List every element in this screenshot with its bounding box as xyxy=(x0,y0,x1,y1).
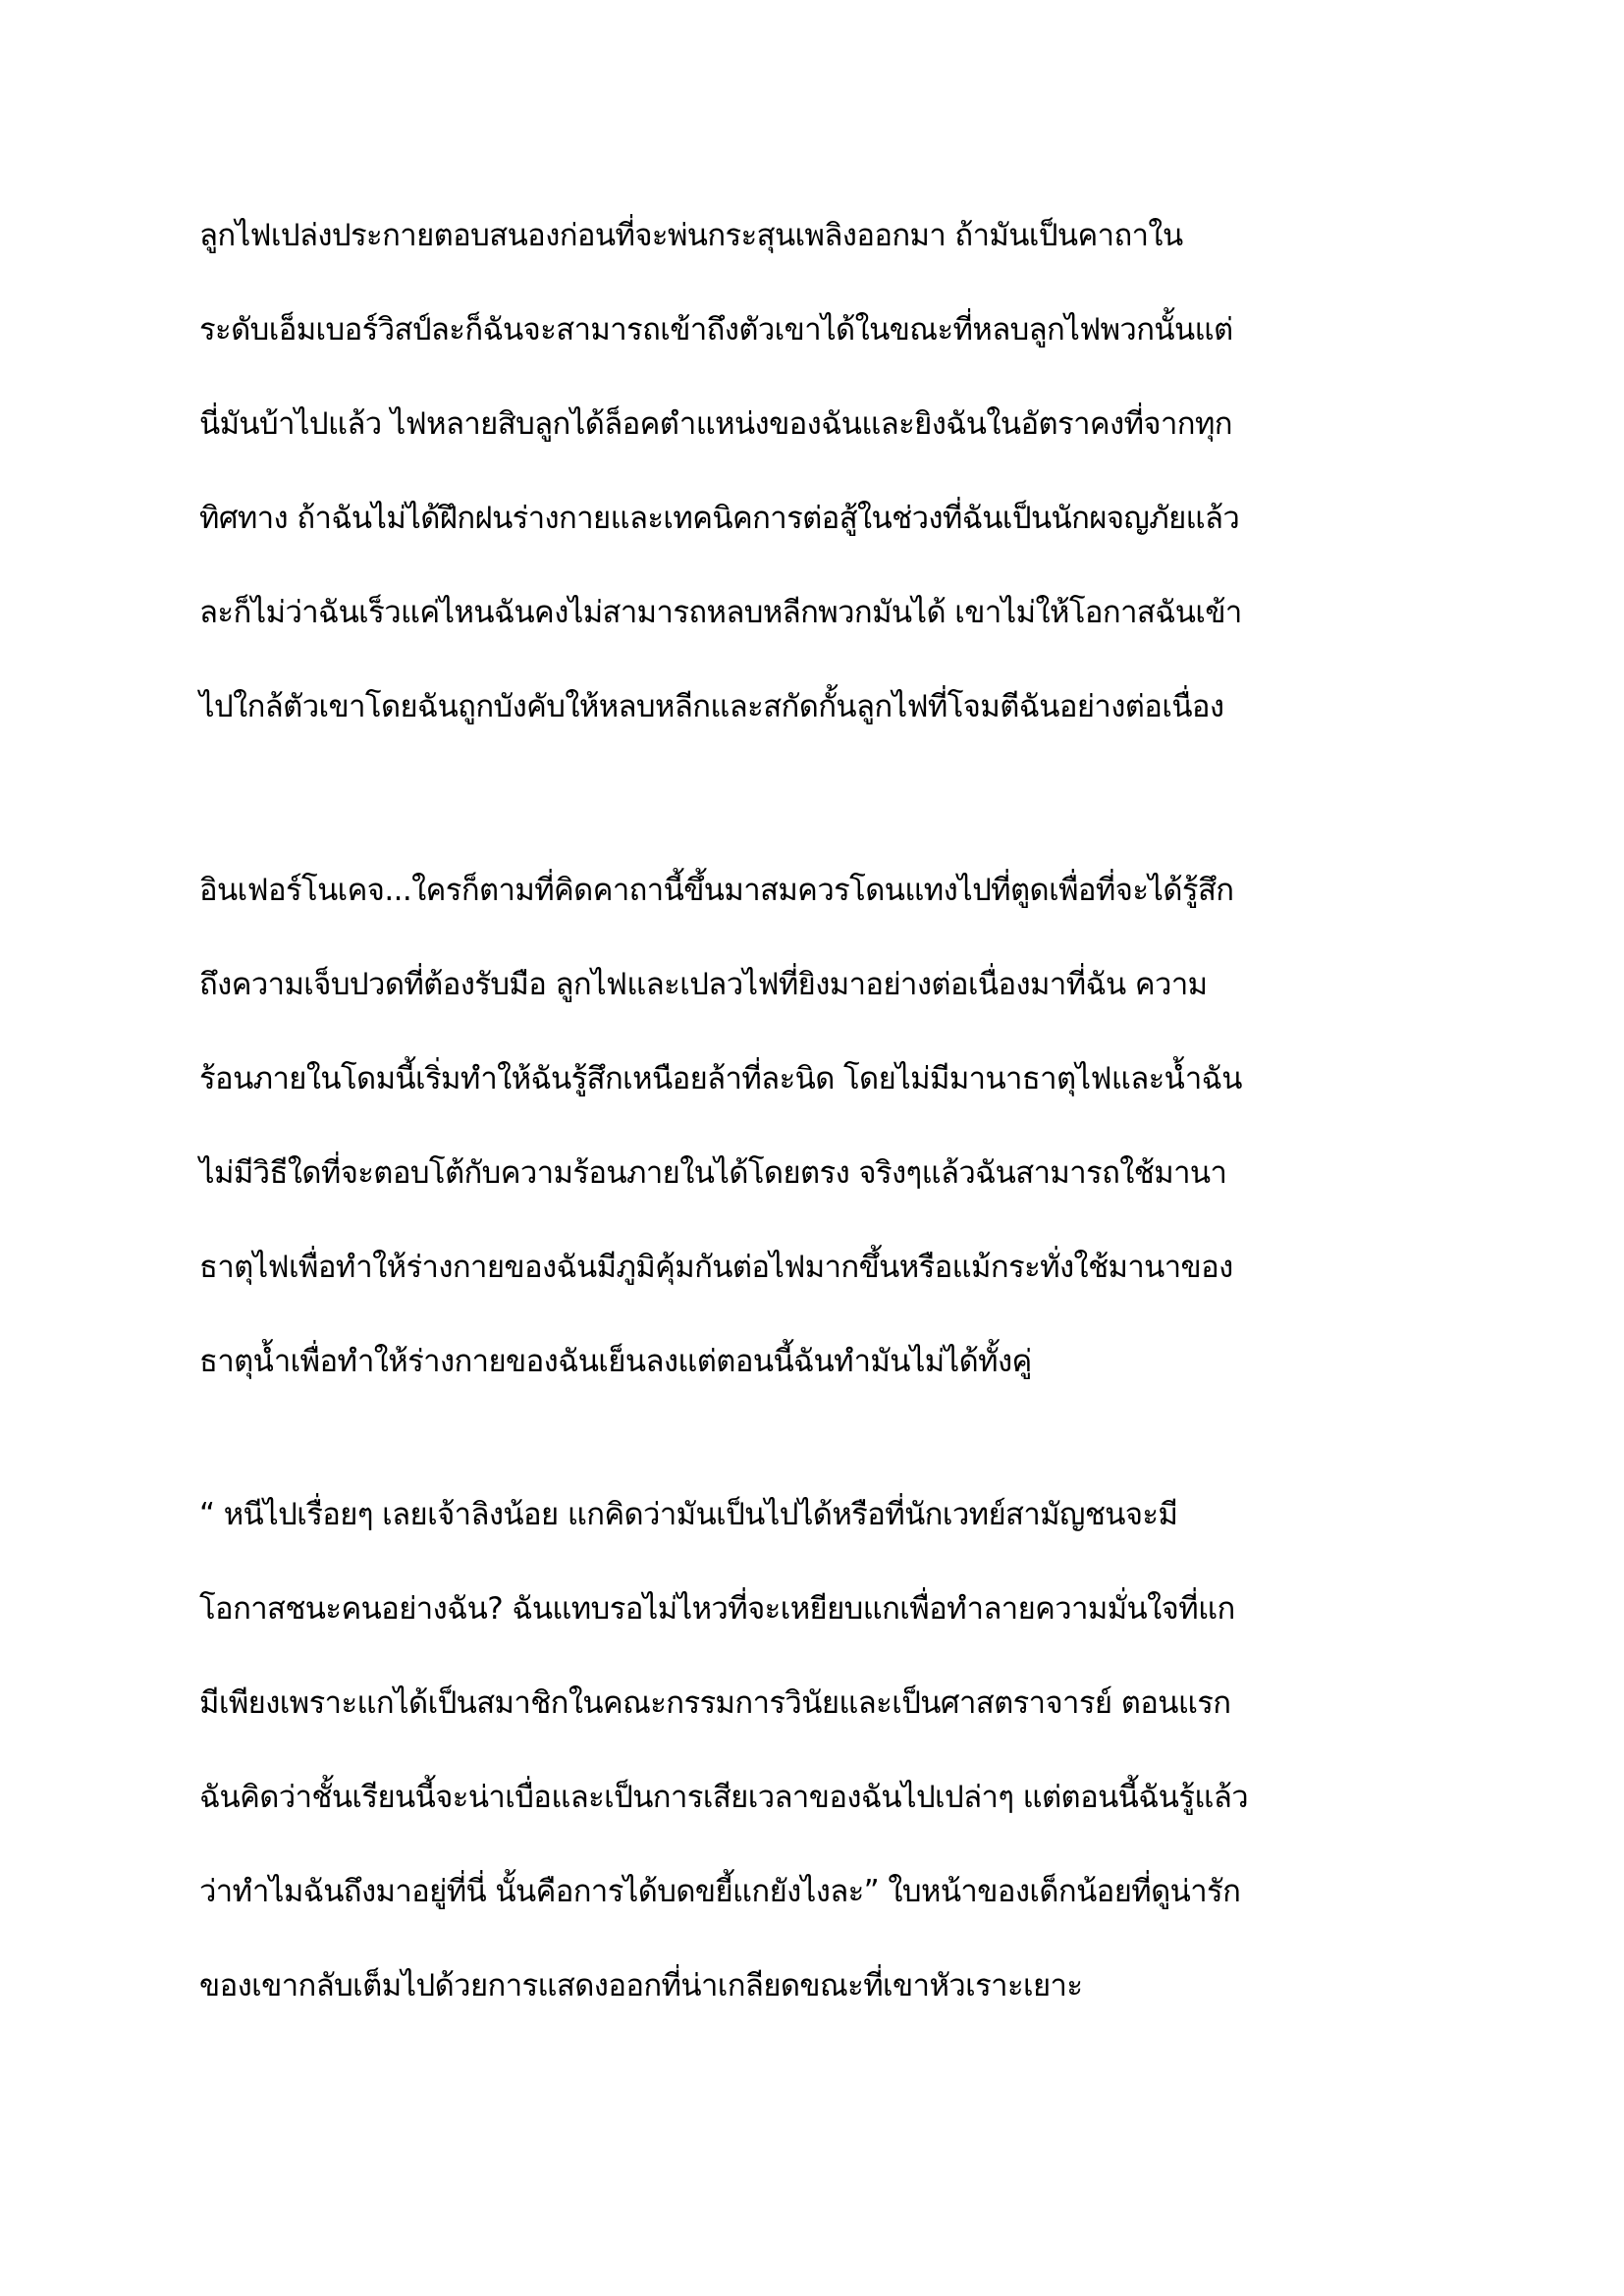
text-line: ละก็ไม่ว่าฉันเร็วแค่ไหนฉันคงไม่สามารถหลบหลีกพวกมันได้ เขาไม่ให้โอกาสฉันเข้า xyxy=(199,595,1242,630)
text-line: อินเฟอร์โนเคจ...ใครก็ตามที่คิดคาถานี้ขึ้นมาสมควรโดนแทงไปที่ตูดเพื่อที่จะได้รู้สึก xyxy=(199,873,1234,908)
paragraph-3 xyxy=(199,1468,1436,2033)
text-line: นี่มันบ้าไปแล้ว ไฟหลายสิบลูกได้ล็อคตำแหน่งของฉันและยิงฉันในอัตราคงที่จากทุก xyxy=(199,406,1232,442)
text-line: ถึงความเจ็บปวดที่ต้องรับมือ ลูกไฟและเปลวไฟที่ยิงมาอย่างต่อเนื่องมาที่ฉัน ความ xyxy=(199,967,1208,1002)
text-line: ลูกไฟเปล่งประกายตอบสนองก่อนที่จะพ่นกระสุนเพลิงออกมา ถ้ามันเป็นคาถาใน xyxy=(199,218,1183,253)
text-line: ฉันคิดว่าชั้นเรียนนี้จะน่าเบื่อและเป็นการเสียเวลาของฉันไปเปล่าๆ แต่ตอนนี้ฉันรู้แล้ว xyxy=(199,1780,1249,1815)
paragraph-1 xyxy=(199,188,1436,754)
text-line: ไปใกล้ตัวเขาโดยฉันถูกบังคับให้หลบหลีกและสกัดกั้นลูกไฟที่โจมตีฉันอย่างต่อเนื่อง xyxy=(199,689,1224,724)
text-line: โอกาสชนะคนอย่างฉัน? ฉันแทบรอไม่ไหวที่จะเหยียบแกเพื่อทำลายความมั่นใจที่แก xyxy=(199,1591,1235,1627)
text-line: ธาตุน้ำเพื่อทำให้ร่างกายของฉันเย็นลงแต่ตอนนี้ฉันทำมันไม่ได้ทั้งคู่ xyxy=(199,1344,1032,1379)
text-line: ว่าทำไมฉันถึงมาอยู่ที่นี่ นั้นคือการได้บดขยี้แกยังไงละ” ใบหน้าของเด็กน้อยที่ดูน่ารัก xyxy=(199,1874,1241,1909)
text-line: ของเขากลับเต็มไปด้วยการแสดงออกที่น่าเกลียดขณะที่เขาหัวเราะเยาะ xyxy=(199,1968,1083,2003)
text-line: ไม่มีวิธีใดที่จะตอบโต้กับความร้อนภายในได้โดยตรง จริงๆแล้วฉันสามารถใช้มานา xyxy=(199,1155,1227,1191)
paragraph-2 xyxy=(199,843,1436,1409)
text-line: มีเพียงเพราะแกได้เป็นสมาชิกในคณะกรรมการวินัยและเป็นศาสตราจารย์ ตอนแรก xyxy=(199,1685,1231,1721)
text-line: ระดับเอ็มเบอร์วิสป์ละก็ฉันจะสามารถเข้าถึงตัวเขาได้ในขณะที่หลบลูกไฟพวกนั้นแต่ xyxy=(199,312,1233,347)
text-line: ร้อนภายในโดมนี้เริ่มทำให้ฉันรู้สึกเหนือยล้าที่ละนิด โดยไม่มีมานาธาตุไฟและน้ำฉัน xyxy=(199,1061,1242,1096)
text-line: ธาตุไฟเพื่อทำให้ร่างกายของฉันมีภูมิคุ้มกันต่อไฟมากขึ้นหรือแม้กระทั่งใช้มานาของ xyxy=(199,1250,1233,1285)
text-line: “ หนีไปเรื่อยๆ เลยเจ้าลิงน้อย แกคิดว่ามันเป็นไปได้หรือที่นักเวทย์สามัญชนจะมี xyxy=(199,1497,1178,1532)
text-line: ทิศทาง ถ้าฉันไม่ได้ฝึกฝนร่างกายและเทคนิคการต่อสู้ในช่วงที่ฉันเป็นนักผจญภัยแล้ว xyxy=(199,501,1240,536)
